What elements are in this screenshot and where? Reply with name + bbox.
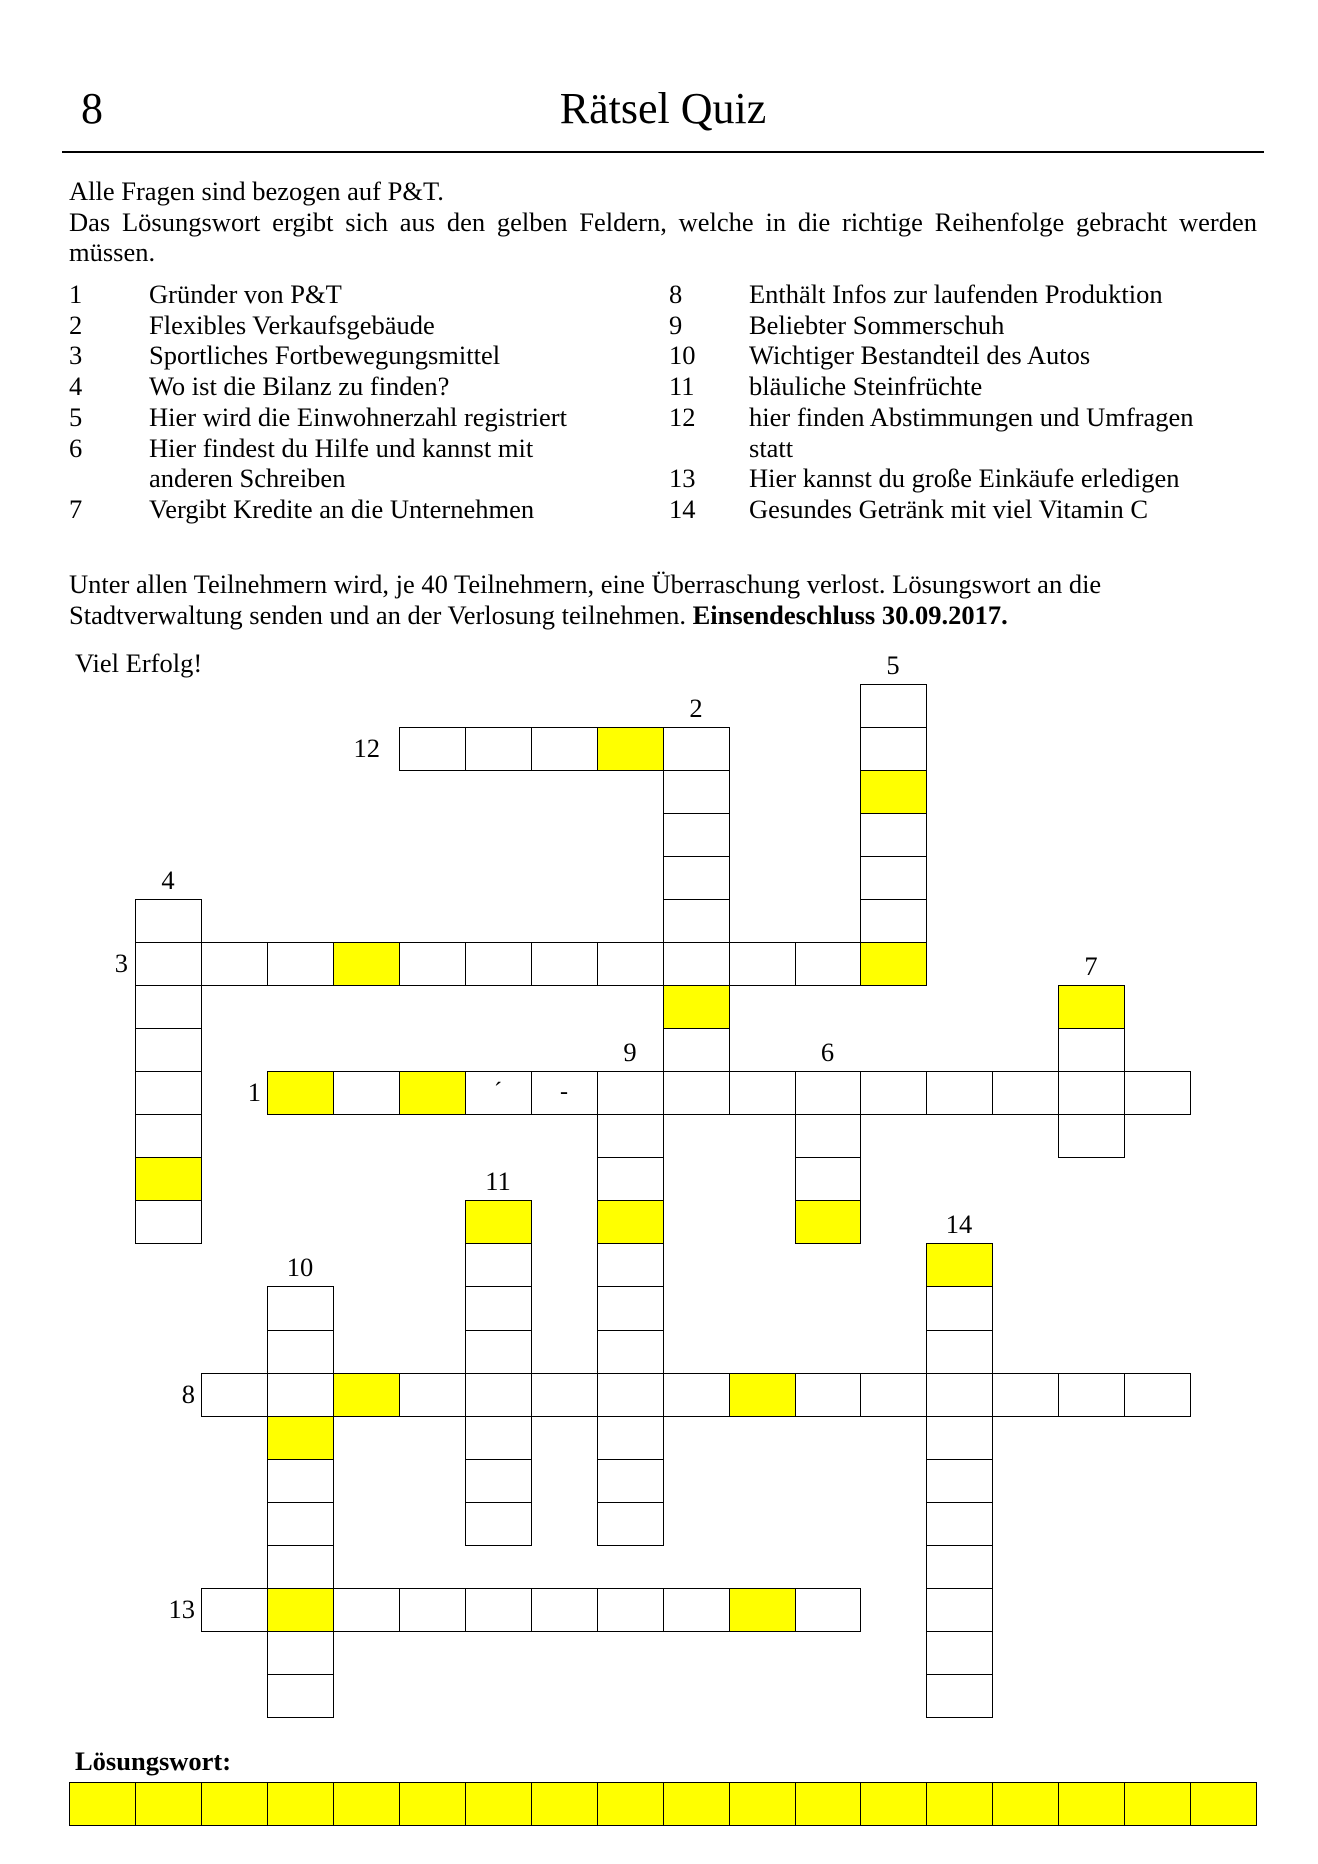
clue-number: 1 xyxy=(69,279,83,309)
solution-cell xyxy=(663,1782,730,1826)
solution-cell xyxy=(860,1782,927,1826)
intro-line: Alle Fragen sind bezogen auf P&T. xyxy=(69,176,444,206)
solution-cell xyxy=(267,1782,334,1826)
solution-cell xyxy=(1058,1782,1125,1826)
grid-clue-number: 5 xyxy=(886,650,900,680)
solution-cell xyxy=(729,1782,796,1826)
clue-text: Enthält Infos zur laufenden Produktion xyxy=(749,279,1163,309)
solution-cell xyxy=(992,1782,1059,1826)
clue-number: 12 xyxy=(669,401,696,432)
hint-mark-apostrophe: ´ xyxy=(494,1079,502,1105)
clue-text: Hier kannst du große Einkäufe erledigen xyxy=(749,463,1180,494)
clue-text: Gründer von P&T xyxy=(149,279,342,309)
clue-text: Hier findest du Hilfe und kannst mit anderen Schreiben xyxy=(149,432,534,494)
clue-number: 14 xyxy=(669,493,696,524)
grid-clue-number: 2 xyxy=(689,693,703,723)
raffle-text: Unter allen Teilnehmern wird, je 40 Teilnehmern, eine Überraschung verlost. Lösungswort an die Stadtverwaltung senden und an der Verlosung teilnehmen. xyxy=(69,569,1102,630)
solution-label: Lösungswort: xyxy=(75,1746,232,1776)
clue-number: 11 xyxy=(669,371,695,402)
solution-cell xyxy=(597,1782,664,1826)
clue-text: Beliebter Sommerschuh xyxy=(749,309,1005,340)
greeting-text: Viel Erfolg! xyxy=(75,648,203,678)
solution-cell xyxy=(201,1782,268,1826)
clue-text: Sportliches Fortbewegungsmittel xyxy=(149,340,501,371)
intro-instructions: Das Lösungswort ergibt sich aus den gelben Feldern, welche in die richtige Reihenfolge gebracht werden müssen. xyxy=(69,206,1257,268)
grid-clue-number: 6 xyxy=(820,1037,835,1067)
grid-clue-number: 14 xyxy=(945,1209,973,1239)
clue-text: Flexibles Verkaufsgebäude xyxy=(149,309,435,340)
grid-clue-number: 10 xyxy=(286,1252,314,1282)
clue-number: 6 xyxy=(69,432,83,463)
clue-number: 7 xyxy=(69,493,83,524)
clue-number: 4 xyxy=(69,371,83,402)
solution-cell xyxy=(926,1782,993,1826)
clue-text: Wo ist die Bilanz zu finden? xyxy=(149,371,450,402)
clue-number: 8 xyxy=(669,279,683,309)
page-number: 8 xyxy=(81,84,103,133)
grid-clue-number: 3 xyxy=(114,948,128,978)
clue-number: 2 xyxy=(69,309,83,340)
page-title: Rätsel Quiz xyxy=(559,84,767,133)
grid-clue-number: 9 xyxy=(623,1037,637,1067)
clue-text: Vergibt Kredite an die Unternehmen xyxy=(149,493,535,524)
grid-clue-number: 7 xyxy=(1084,951,1098,981)
grid-clue-number: 1 xyxy=(247,1077,261,1107)
grid-clue-number: 12 xyxy=(353,733,380,763)
clue-text: Wichtiger Bestandteil des Autos xyxy=(749,340,1091,371)
grid-clue-number: 13 xyxy=(168,1594,195,1624)
solution-cell xyxy=(399,1782,466,1826)
clue-number: 13 xyxy=(669,463,696,494)
clue-text: bläuliche Steinfrüchte xyxy=(749,371,983,402)
clue-text: hier finden Abstimmungen und Umfragen statt xyxy=(749,401,1194,463)
grid-clue-number: 8 xyxy=(181,1379,195,1409)
clue-number: 9 xyxy=(669,309,683,340)
solution-cell xyxy=(1190,1782,1257,1826)
solution-cell xyxy=(135,1782,202,1826)
deadline-text: Einsendeschluss 30.09.2017. xyxy=(692,599,1008,630)
solution-cell xyxy=(465,1782,532,1826)
clue-number: 5 xyxy=(69,401,83,432)
solution-cell xyxy=(1124,1782,1191,1826)
grid-clue-number: 11 xyxy=(485,1166,511,1196)
clue-number: 10 xyxy=(669,340,696,371)
solution-cell xyxy=(795,1782,861,1826)
solution-cell xyxy=(69,1782,136,1826)
solution-cell xyxy=(531,1782,598,1826)
clue-text: Hier wird die Einwohnerzahl registriert xyxy=(149,401,567,432)
solution-cell xyxy=(333,1782,400,1826)
grid-clue-number: 4 xyxy=(161,865,175,895)
clue-text: Gesundes Getränk mit viel Vitamin C xyxy=(749,493,1149,524)
clue-number: 3 xyxy=(69,340,83,371)
hint-mark-hyphen: - xyxy=(560,1079,568,1105)
